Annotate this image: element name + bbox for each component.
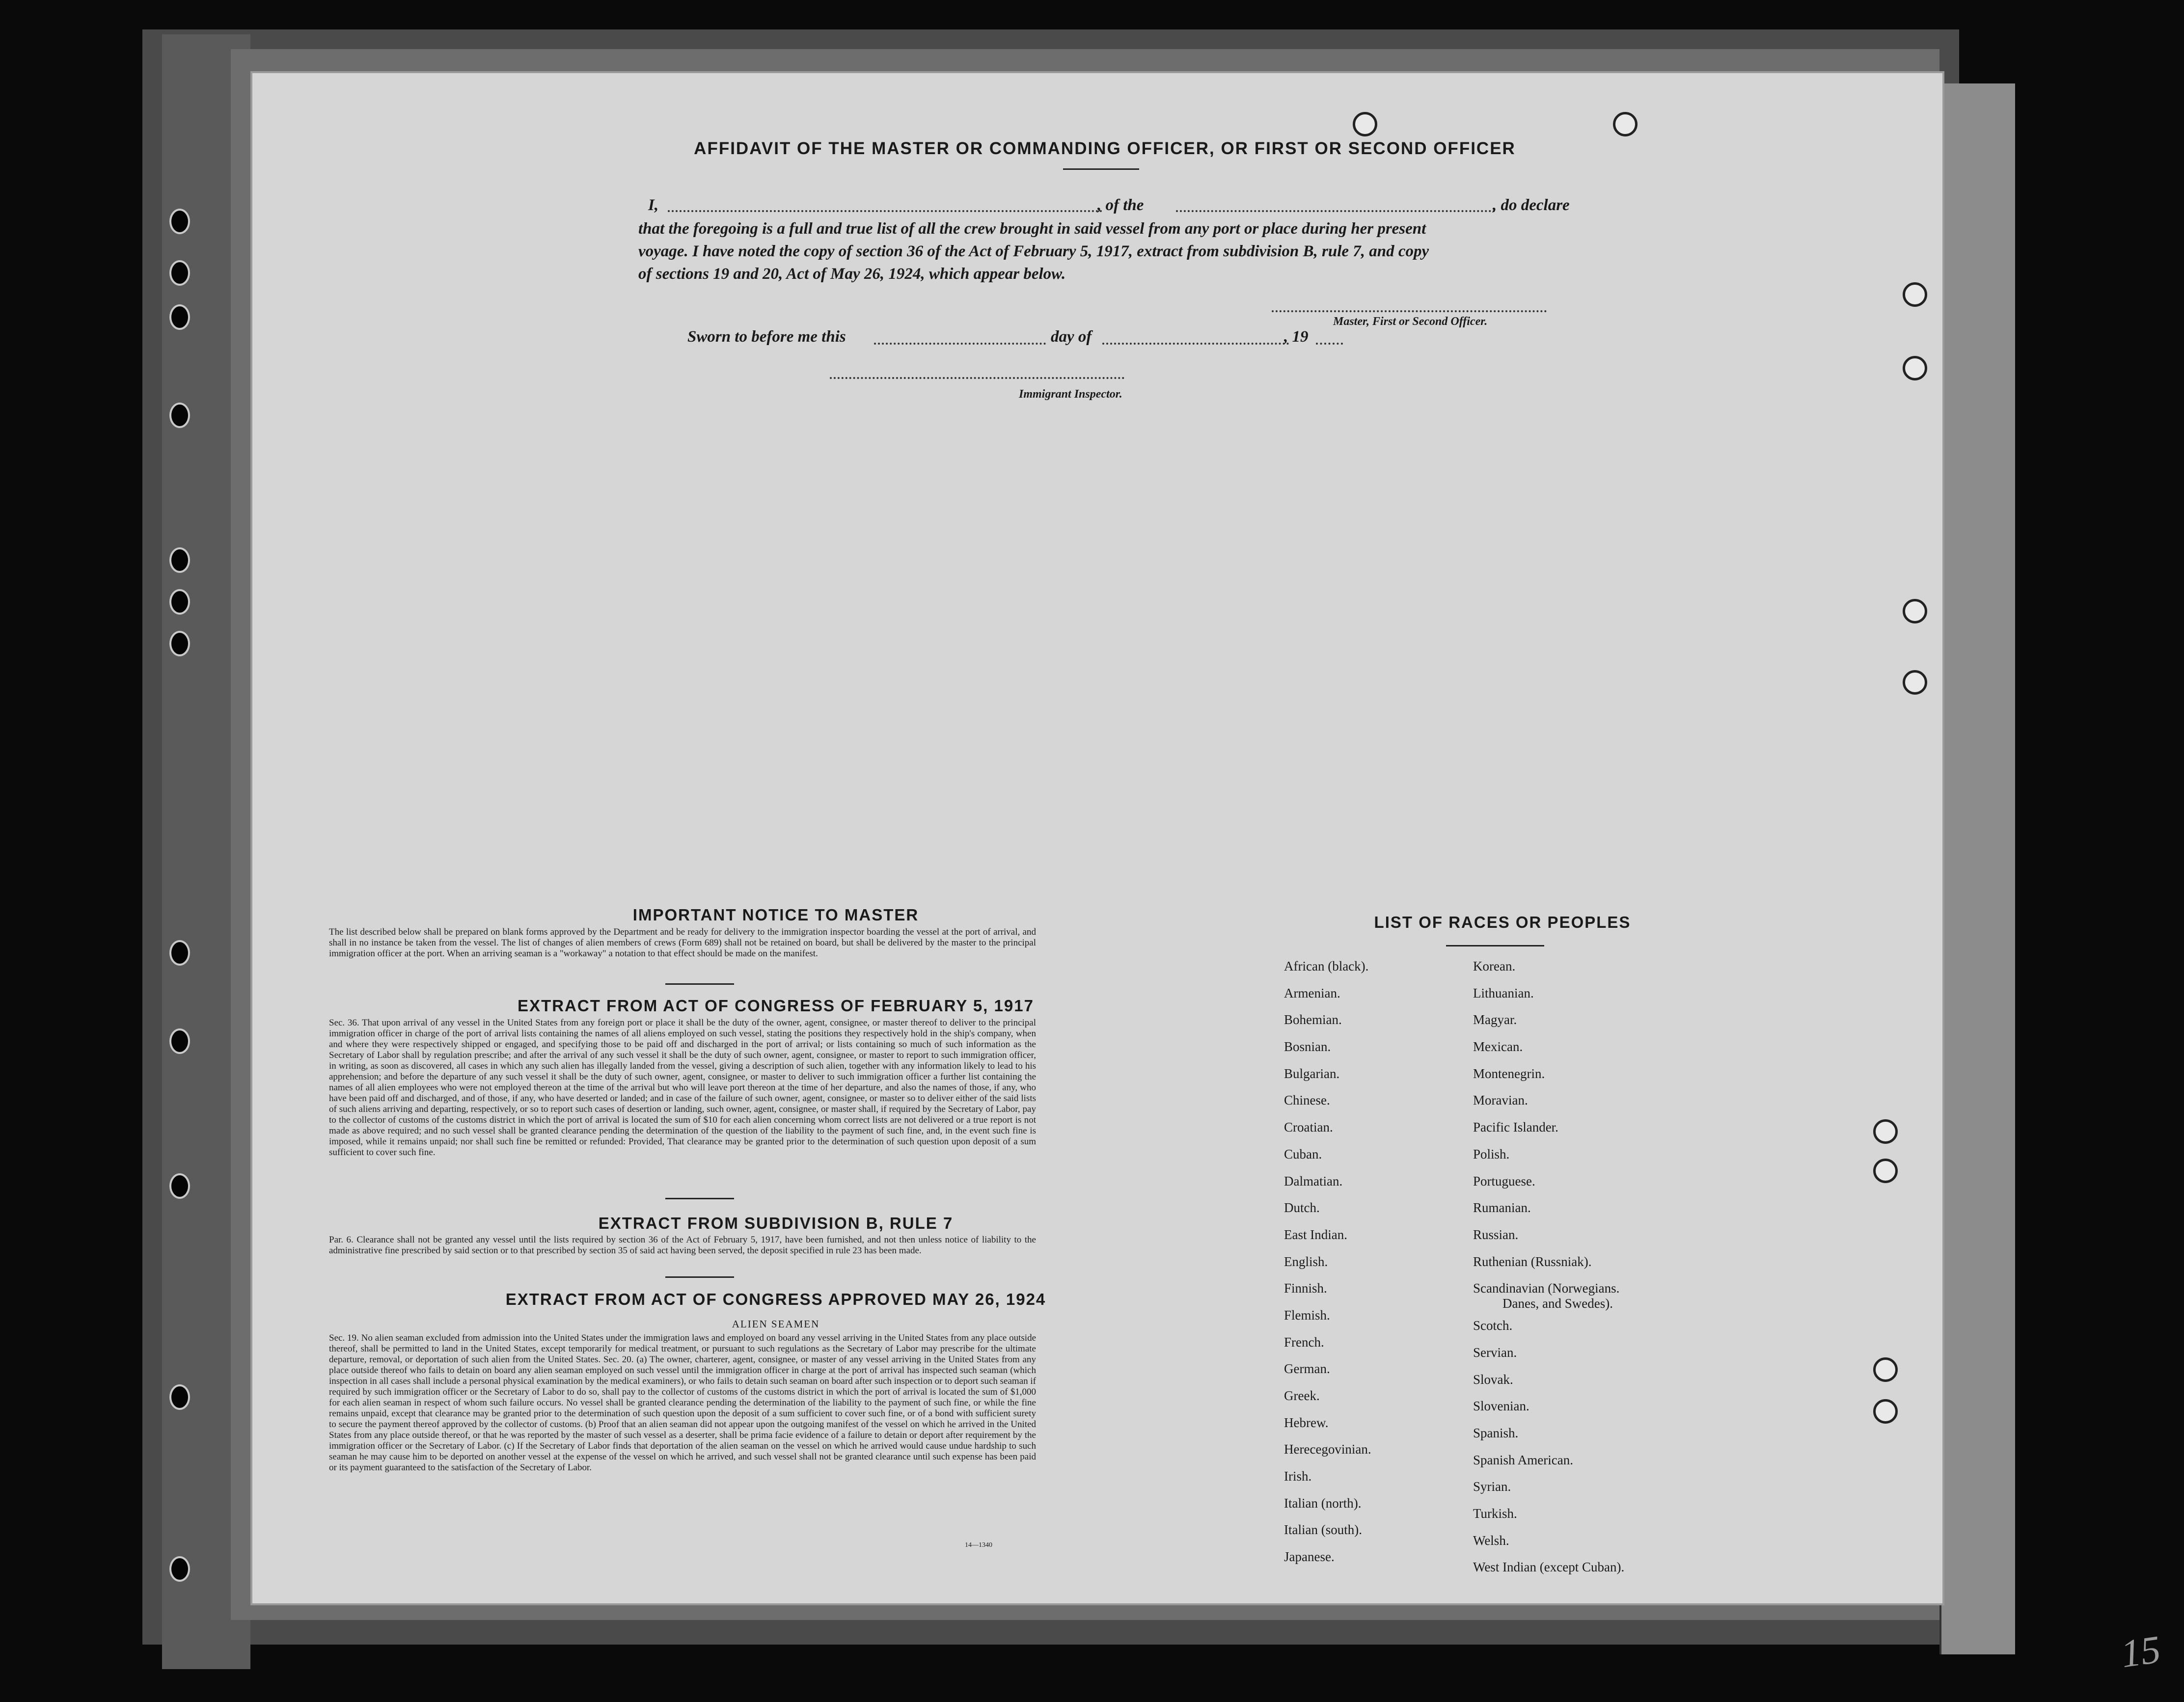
- extract-1924-title: EXTRACT FROM ACT OF CONGRESS APPROVED MAY 26, 1924: [505, 1290, 1046, 1308]
- race-item: Herecegovinian.: [1284, 1442, 1371, 1457]
- punch-hole: [1873, 1119, 1898, 1144]
- race-item: Pacific Islander.: [1473, 1120, 1558, 1135]
- affidavit-line-4: of sections 19 and 20, Act of May 26, 1924, which appear below.: [638, 265, 1066, 283]
- inspector-signature-field: [830, 377, 1124, 379]
- sworn-month-field: [1102, 343, 1289, 345]
- form-number: 14—1340: [965, 1541, 992, 1549]
- race-item: Dutch.: [1284, 1200, 1320, 1216]
- race-item: Spanish.: [1473, 1426, 1519, 1440]
- race-item: Ruthenian (Russniak).: [1473, 1254, 1592, 1269]
- affidavit-declare-label: , do declare: [1493, 196, 1570, 214]
- punch-hole: [1873, 1357, 1898, 1382]
- year-label: , 19: [1284, 328, 1309, 346]
- notice-title: IMPORTANT NOTICE TO MASTER: [632, 906, 919, 924]
- race-item: Lithuanian.: [1473, 985, 1534, 1000]
- race-item: Cuban.: [1284, 1146, 1322, 1162]
- race-item: Spanish American.: [1473, 1452, 1573, 1467]
- race-item: Syrian.: [1473, 1479, 1511, 1494]
- binder-hole: [169, 589, 190, 615]
- race-item-line: Danes, and Swedes).: [1502, 1296, 1613, 1311]
- race-item: Greek.: [1284, 1388, 1320, 1403]
- race-item: Chinese.: [1284, 1093, 1330, 1108]
- race-item: Hebrew.: [1284, 1415, 1329, 1430]
- binder-hole: [169, 547, 190, 573]
- races-title: LIST OF RACES OR PEOPLES: [1374, 913, 1631, 931]
- sworn-label: Sworn to before me this: [687, 328, 846, 346]
- affidavit-of-label: , of the: [1097, 196, 1144, 214]
- race-item: Slovenian.: [1473, 1399, 1529, 1414]
- vessel-field: [1176, 210, 1495, 212]
- punch-hole: [1873, 1159, 1898, 1183]
- race-item: English.: [1284, 1254, 1328, 1269]
- race-item: Polish.: [1473, 1146, 1510, 1162]
- race-item: Portuguese.: [1473, 1173, 1535, 1189]
- punch-hole: [1903, 670, 1927, 695]
- punch-hole: [1613, 112, 1638, 136]
- affidavit-i-label: I,: [648, 196, 659, 214]
- rule7-rule: [665, 1276, 734, 1278]
- binder-hole: [169, 209, 190, 234]
- races-column-2: [1473, 959, 1624, 1587]
- punch-hole: [1903, 282, 1927, 307]
- race-item: Dalmatian.: [1284, 1173, 1343, 1189]
- race-item: Japanese.: [1284, 1549, 1335, 1565]
- affidavit-title-rule: [1063, 168, 1139, 170]
- race-item: Korean.: [1473, 959, 1516, 973]
- races-column-1: [1284, 959, 1371, 1576]
- race-item: Moravian.: [1473, 1093, 1528, 1108]
- race-item: African (black).: [1284, 959, 1369, 973]
- extract-1917-text: Sec. 36. That upon arrival of any vessel in the United States from any foreign port or place it shall be the duty of the owner, agent, consignee, or master thereof to deliver to the principal immigration officer in charge of the port of arrival lists containing the names of all aliens employed on such vessel, stating the positions they respectively hold in the ship's company, when and where they were respectively shipped or engaged, and specifying those to be paid off and discharged in the port of arrival; or lists containing so much of such information as the Secretary of Labor shall by regulation prescribe; and after the arrival of any such vessel it shall be the duty of such owner, agent, consignee, or master to report to such immigration officer, in writing, as soon as discovered, all cases in which any such alien has illegally landed from the vessel, giving a description of such alien, together with any information likely to lead to his apprehension; and before the departure of any such vessel it shall be the duty of such owner, agent, consignee, or master to deliver to such immigration officer a further list containing the names of all alien employees who were not employed thereon at the time of the arrival but who will leave port thereon at the time of her departure, and also the names of those, if any, who have been paid off and discharged, and of those, if any, who have deserted or landed; and in case of the failure of such owner, agent, consignee, or master so to deliver either of the said lists of such aliens arriving and departing, respectively, or so to report such cases of desertion or landing, such owner, agent, consignee, or master shall, if required by the Secretary of Labor, pay to the collector of customs of the customs district in which the port of arrival is located the sum of $10 for each alien concerning whom correct lists are not delivered or a true report is not made as above required; and no such vessel shall be granted clearance pending the determination of the question of the liability to the payment of such fine, and, in the event such fine is imposed, while it remains unpaid; nor shall such fine be remitted or refunded: Provided, That clearance may be granted prior to the determination of such question upon deposit of a sum sufficient to cover such fine.: [329, 1018, 1036, 1158]
- notice-rule: [665, 983, 734, 985]
- race-item: Montenegrin.: [1473, 1066, 1545, 1081]
- extract-1924-text: Sec. 19. No alien seaman excluded from admission into the United States under the immigration laws and employed on board any vessel arriving in the United States from any place outside thereof, shall be permitted to land in the United States, except temporarily for medical treatment, or pursuant to such regulations as the Secretary of Labor may prescribe for the ultimate departure, removal, or deportation of such alien from the United States. Sec. 20. (a) The owner, charterer, agent, consignee, or master of any vessel arriving in the United States from any place outside thereof who fails to detain on board any alien seaman employed on such vessel until the immigration officer in charge at the port of arrival has inspected such seaman (which inspection in all cases shall include a personal physical examination by the medical examiners), or who fails to detain such seaman on board after such inspection or to deport such seaman if required by such immigration officer or the Secretary of Labor to do so, shall pay to the collector of customs of the customs district in which the port of arrival is located the sum of $1,000 for each alien seaman in respect of whom such failure occurs. No vessel shall be granted clearance pending the determination of the liability to the payment of such fine, or while the fine remains unpaid, except that clearance may be granted prior to the determination of such question upon the deposit of a sum sufficient to cover such fine, or of a bond with sufficient surety to secure the payment thereof approved by the collector of customs. (b) Proof that an alien seaman did not appear upon the outgoing manifest of the vessel on which he arrived in the United States from any place outside thereof, or that he was reported by the master of such vessel as a deserter, shall be prima facie evidence of a failure to detain or deport after requirement by the immigration officer or the Secretary of Labor. (c) If the Secretary of Labor finds that deportation of the alien seaman on the vessel on which he arrived would cause undue hardship to such seaman he may cause him to be deported on another vessel at the expense of the vessel on which he arrived, and such vessel shall not be granted clearance until such expense has been paid or its payment guaranteed to the satisfaction of the Secretary of Labor.: [329, 1333, 1036, 1473]
- extract-1924-subtitle: ALIEN SEAMEN: [732, 1318, 820, 1330]
- inspector-signature-label: Immigrant Inspector.: [1019, 388, 1122, 401]
- race-item: Scotch.: [1473, 1318, 1513, 1333]
- binder-hole: [169, 1173, 190, 1199]
- master-signature-label: Master, First or Second Officer.: [1333, 315, 1488, 328]
- race-item: Russian.: [1473, 1227, 1519, 1242]
- affidavit-line-2: that the foregoing is a full and true list of all the crew brought in said vessel from any port or place during her present: [638, 220, 1426, 238]
- race-item-line: Scandinavian (Norwegians.: [1473, 1281, 1620, 1296]
- binder-hole: [169, 1556, 190, 1582]
- extract-1917-rule: [665, 1198, 734, 1199]
- margin-mark: 15: [2118, 1627, 2163, 1676]
- race-item: Armenian.: [1284, 985, 1340, 1000]
- sworn-day-field: [874, 343, 1046, 345]
- race-item: Italian (north).: [1284, 1495, 1362, 1511]
- race-item: Flemish.: [1284, 1307, 1330, 1323]
- race-item: Finnish.: [1284, 1281, 1327, 1296]
- race-item: Turkish.: [1473, 1506, 1517, 1521]
- race-item: Bulgarian.: [1284, 1066, 1340, 1081]
- punch-hole: [1873, 1399, 1898, 1424]
- day-of-label: day of: [1051, 328, 1092, 346]
- extract-1917-title: EXTRACT FROM ACT OF CONGRESS OF FEBRUARY 5, 1917: [518, 997, 1034, 1015]
- race-item: Servian.: [1473, 1345, 1517, 1360]
- race-item: Slovak.: [1473, 1372, 1513, 1387]
- race-item: Irish.: [1284, 1469, 1312, 1484]
- race-item: East Indian.: [1284, 1227, 1347, 1242]
- binder-hole: [169, 940, 190, 966]
- sworn-year-field: [1316, 343, 1343, 345]
- rule7-text: Par. 6. Clearance shall not be granted any vessel until the lists required by section 36 of the Act of February 5, 1917, have been furnished, and not then unless notice of liability to the administrative fine prescribed by said section or to that prescribed by section 35 of said act having been served, the deposit specified in rule 23 has been made.: [329, 1235, 1036, 1256]
- master-signature-field: [1272, 310, 1547, 312]
- race-item: Mexican.: [1473, 1039, 1523, 1054]
- race-item: Welsh.: [1473, 1533, 1509, 1548]
- race-item: Magyar.: [1473, 1012, 1517, 1027]
- name-field: [668, 210, 1102, 212]
- rule7-title: EXTRACT FROM SUBDIVISION B, RULE 7: [598, 1214, 954, 1232]
- race-item: Bosnian.: [1284, 1039, 1331, 1054]
- binder-hole: [169, 403, 190, 428]
- affidavit-title: AFFIDAVIT OF THE MASTER OR COMMANDING OFFICER, OR FIRST OR SECOND OFFICER: [694, 139, 1516, 158]
- race-item: German.: [1284, 1361, 1330, 1377]
- race-item: West Indian (except Cuban).: [1473, 1560, 1625, 1575]
- affidavit-line-3: voyage. I have noted the copy of section 36 of the Act of February 5, 1917, extract from subdivision B, rule 7, and copy: [638, 243, 1429, 260]
- race-item: [1473, 1281, 1624, 1318]
- race-item: Rumanian.: [1473, 1200, 1531, 1216]
- binder-hole: [169, 1384, 190, 1410]
- binder-strip-right: [1939, 83, 2015, 1654]
- punch-hole: [1353, 112, 1377, 136]
- race-item: Bohemian.: [1284, 1012, 1342, 1027]
- punch-hole: [1903, 599, 1927, 623]
- race-item: French.: [1284, 1334, 1324, 1350]
- race-item: Italian (south).: [1284, 1522, 1362, 1538]
- binder-hole: [169, 260, 190, 286]
- binder-hole: [169, 631, 190, 656]
- races-title-rule: [1446, 945, 1544, 946]
- race-item: Croatian.: [1284, 1120, 1333, 1135]
- notice-text: The list described below shall be prepared on blank forms approved by the Department and be ready for delivery to the immigration inspector boarding the vessel at the port of arrival, and shall in no instance be taken from the vessel. The list of changes of alien members of crews (Form 689) shall not be retained on board, but shall be delivered by the master to the principal immigration officer at the port. When an arriving seaman is a "workaway" a notation to that effect should be made on the manifest.: [329, 927, 1036, 959]
- binder-hole: [169, 1028, 190, 1054]
- binder-hole: [169, 304, 190, 330]
- punch-hole: [1903, 356, 1927, 380]
